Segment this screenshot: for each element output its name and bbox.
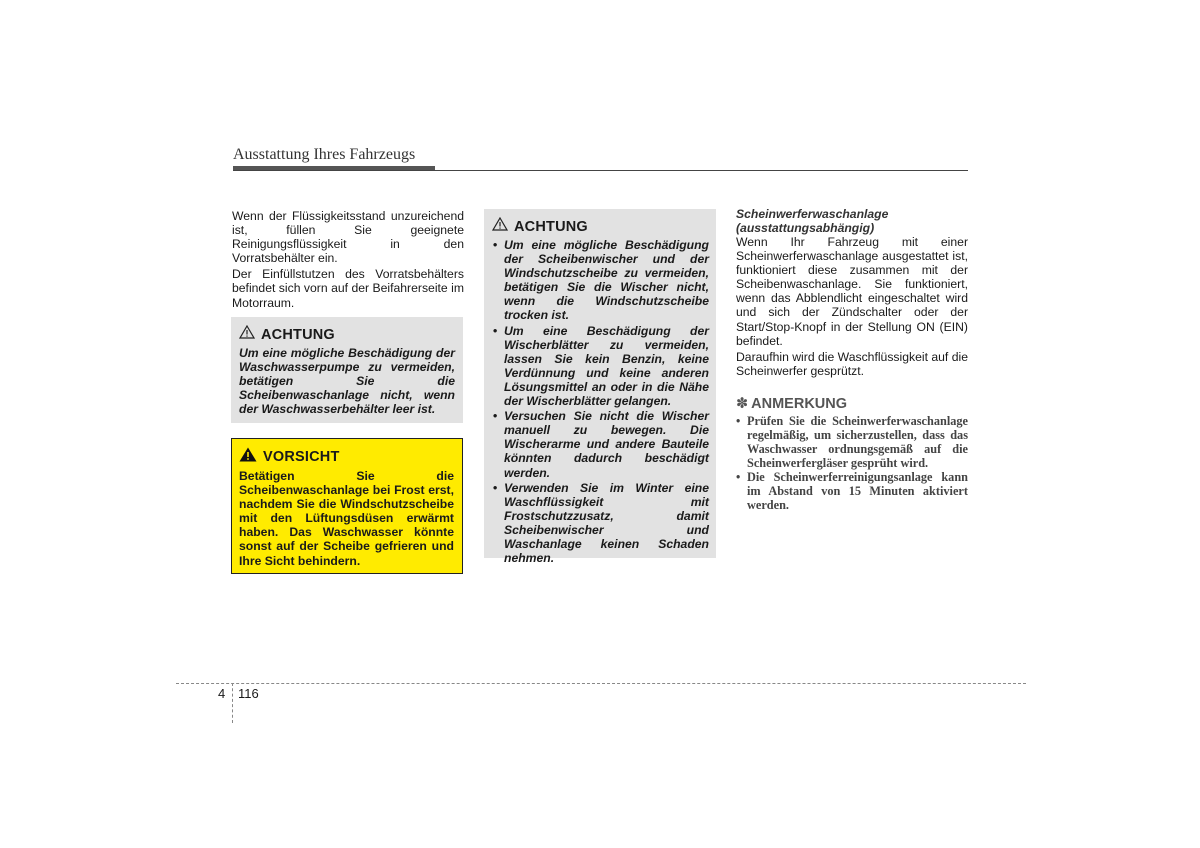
warning-header [239,325,455,344]
asterisk-icon: ✽ [736,396,749,412]
footer-divider [232,683,233,723]
footer-rule [176,683,1026,684]
page-header-title: Ausstattung Ihres Fahrzeugs [233,146,416,163]
section-subheading: Scheinwerferwaschanlage [736,207,889,221]
note-list-item: • Die Scheinwerferreinigungsanlage kann im Abstand von 15 Minuten aktiviert werden. [736,470,968,512]
warning-list-item: • Verwenden Sie im Winter eine Waschflüssigkeit mit Frostschutzzusatz, damit Scheibenwischer und Waschanlage keinen Schaden nehmen. [492,481,709,566]
note-list [736,414,968,512]
note-section [736,396,968,512]
body-paragraph: Der Einfüllstutzen des Vorratsbehälters befindet sich vorn auf der Beifahrerseite im Motorraum. [232,267,464,310]
column-1 [232,209,464,312]
warning-title: ACHTUNG [514,218,588,235]
section-subheading-note: (ausstattungsabhängig) [736,221,875,235]
body-paragraph: Daraufhin wird die Waschflüssigkeit auf die Scheinwerfer gesprützt. [736,349,968,378]
warning-list-item: • Um eine mögliche Beschädigung der Scheibenwischer und der Windschutzscheibe zu vermeiden, betätigen Sie die Wischer nicht, wenn die Windschutzscheibe trocken ist. [492,238,709,323]
warning-triangle-icon [239,325,255,344]
warning-box-wiper [484,209,716,566]
page-number: 116 [238,686,259,701]
warning-text: Um eine mögliche Beschädigung der Waschwasserpumpe zu vermeiden, betätigen Sie die Scheibenwaschanlage nicht, wenn der Waschwasserbehälter leer ist. [239,346,455,417]
caution-text: Betätigen Sie die Scheibenwaschanlage bei Frost erst, nachdem Sie die Windschutzscheibe mit den Lüftungsdüsen erwärmt haben. Das Waschwasser könnte sonst auf der Scheibe gefrieren und Ihre Sicht behindern. [239,469,454,568]
warning-header [492,217,709,236]
note-list-item: • Prüfen Sie die Scheinwerferwaschanlage regelmäßig, um sicherzustellen, dass das Waschwasser ordnungsgemäß auf die Scheinwerfergläser gesprüht wird. [736,414,968,470]
warning-list [492,238,709,565]
body-paragraph: Wenn der Flüssigkeitsstand unzureichend ist, füllen Sie geeignete Reinigungsflüssigkeit in den Vorratsbehälter ein. [232,209,464,266]
caution-triangle-icon [239,447,257,467]
warning-title: ACHTUNG [261,326,335,343]
caution-title: VORSICHT [263,449,340,465]
body-paragraph: Wenn Ihr Fahrzeug mit einer Scheinwerferwaschanlage ausgestattet ist, funktioniert diese zusammen mit der Scheibenwaschanlage. Sie funktioniert, wenn das Abblendlicht eingeschaltet wird und sich der Zündschalter oder der Start/Stop-Knopf in der Stellung ON (EIN) befindet. [736,235,968,348]
caution-header [239,447,454,467]
note-title: ANMERKUNG [751,396,848,412]
caution-box [231,438,463,574]
warning-box [231,317,463,423]
warning-triangle-icon [492,217,508,236]
column-3 [736,207,968,380]
warning-list-item: • Versuchen Sie nicht die Wischer manuell zu bewegen. Die Wischerarme und andere Bauteile könnten dadurch beschädigt werden. [492,409,709,479]
warning-list-item: • Um eine Beschädigung der Wischerblätter zu vermeiden, lassen Sie kein Benzin, keine Verdünnung und keine anderen Lösungsmittel an oder in die Nähe der Wischerblätter gelangen. [492,324,709,409]
chapter-number: 4 [218,686,226,701]
note-header [736,396,968,412]
header-rule [233,170,968,171]
